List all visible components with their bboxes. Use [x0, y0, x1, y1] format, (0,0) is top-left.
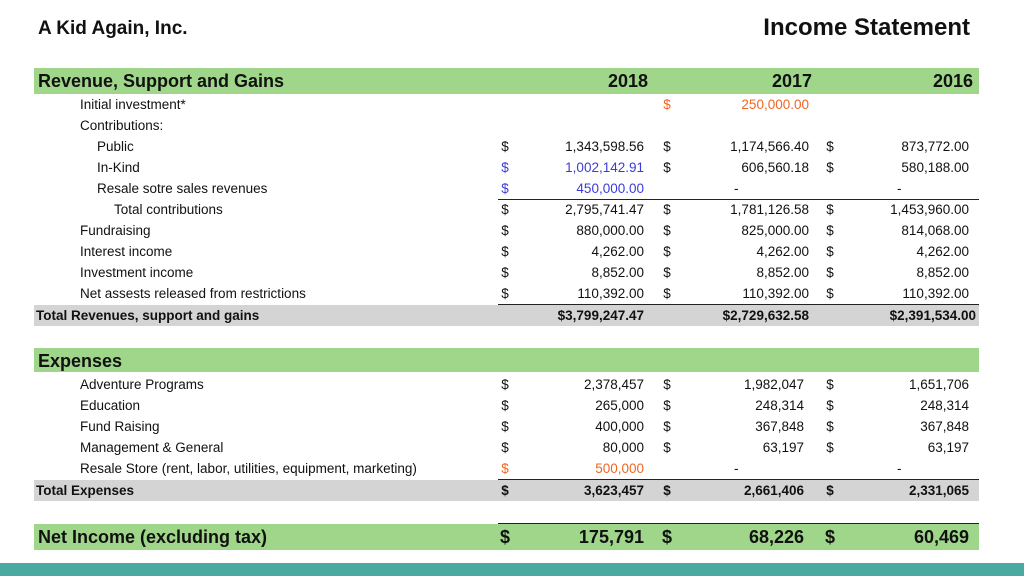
table-row: [34, 416, 979, 437]
currency-sign: $: [501, 377, 509, 392]
value-2018: 2,378,457: [583, 377, 644, 392]
currency-sign: $: [663, 139, 671, 154]
value-2016: $2,391,534.00: [889, 308, 976, 323]
value-2018: 500,000: [595, 461, 644, 476]
currency-sign: $: [501, 398, 509, 413]
value-2017: 250,000.00: [741, 97, 809, 112]
table-row: [34, 94, 979, 115]
value-2017: $2,729,632.58: [722, 308, 809, 323]
value-2016: 4,262.00: [916, 244, 969, 259]
row-label: Fund Raising: [80, 419, 160, 434]
currency-sign: $: [501, 244, 509, 259]
table-row: [34, 437, 979, 458]
value-2018: 265,000: [595, 398, 644, 413]
currency-sign: $: [501, 483, 509, 498]
table-row: [34, 283, 979, 304]
currency-sign: $: [501, 440, 509, 455]
currency-sign: $: [826, 419, 834, 434]
row-label: Investment income: [80, 265, 194, 280]
value-2018: 175,791: [578, 527, 644, 547]
value-2018: 400,000: [595, 419, 644, 434]
value-2017: 367,848: [755, 419, 804, 434]
value-2018: $3,799,247.47: [557, 308, 644, 323]
value-2016: -: [897, 461, 902, 476]
total-expenses-row: [34, 480, 979, 501]
row-label: In-Kind: [97, 160, 140, 175]
value-2016: 110,392.00: [902, 286, 969, 301]
row-label: Interest income: [80, 244, 173, 259]
page-title: Income Statement: [763, 14, 970, 41]
footer-bar: [0, 563, 1024, 576]
row-label: Contributions:: [80, 118, 164, 133]
currency-sign: $: [826, 265, 834, 280]
currency-sign: $: [826, 440, 834, 455]
value-2018: 4,262.00: [591, 244, 644, 259]
value-2016: 873,772.00: [901, 139, 969, 154]
year-2016-header: 2016: [932, 71, 973, 91]
value-2016: -: [897, 181, 902, 196]
value-2016: 1,453,960.00: [890, 202, 969, 217]
table-row: [34, 115, 979, 136]
row-label: Resale sotre sales revenues: [97, 181, 268, 196]
currency-sign: $: [501, 139, 509, 154]
currency-sign: $: [826, 202, 834, 217]
value-2017: 1,174,566.40: [730, 139, 809, 154]
currency-sign: $: [501, 265, 509, 280]
revenue-heading: Revenue, Support and Gains: [38, 71, 285, 91]
value-2018: 8,852.00: [591, 265, 644, 280]
table-row: [34, 178, 979, 199]
row-label: Resale Store (rent, labor, utilities, equipment, marketing): [80, 461, 417, 476]
currency-sign: $: [824, 527, 835, 547]
currency-sign: $: [663, 286, 671, 301]
table-row: [34, 220, 979, 241]
value-2016: 1,651,706: [908, 377, 969, 392]
row-label: Net Income (excluding tax): [38, 527, 268, 547]
currency-sign: $: [501, 419, 509, 434]
table-row: [34, 136, 979, 157]
value-2018: 1,002,142.91: [565, 160, 644, 175]
currency-sign: $: [663, 223, 671, 238]
table-row: [34, 199, 979, 220]
value-2017: 248,314: [755, 398, 804, 413]
row-label: Fundraising: [80, 223, 151, 238]
currency-sign: $: [501, 286, 509, 301]
expenses-heading: Expenses: [38, 351, 123, 371]
row-label: Public: [97, 139, 134, 154]
currency-sign: $: [501, 181, 509, 196]
value-2017: 4,262.00: [756, 244, 809, 259]
table-row: [34, 241, 979, 262]
table-row: [34, 262, 979, 283]
row-label: Adventure Programs: [80, 377, 204, 392]
row-label: Total contributions: [114, 202, 223, 217]
value-2016: 63,197: [927, 440, 969, 455]
value-2017: 2,661,406: [743, 483, 804, 498]
table-row: [34, 374, 979, 395]
value-2016: 248,314: [920, 398, 969, 413]
value-2018: 110,392.00: [577, 286, 644, 301]
currency-sign: $: [826, 244, 834, 259]
currency-sign: $: [663, 440, 671, 455]
currency-sign: $: [501, 160, 509, 175]
value-2016: 2,331,065: [908, 483, 969, 498]
currency-sign: $: [663, 377, 671, 392]
currency-sign: $: [826, 139, 834, 154]
currency-sign: $: [499, 527, 510, 547]
value-2016: 60,469: [913, 527, 969, 547]
value-2017: 63,197: [762, 440, 804, 455]
currency-sign: $: [501, 461, 509, 476]
currency-sign: $: [663, 419, 671, 434]
row-label: Total Revenues, support and gains: [36, 308, 260, 323]
currency-sign: $: [663, 160, 671, 175]
row-label: Net assests released from restrictions: [80, 286, 306, 301]
currency-sign: $: [826, 483, 834, 498]
value-2016: 580,188.00: [901, 160, 969, 175]
currency-sign: $: [661, 527, 672, 547]
value-2017: 8,852.00: [756, 265, 809, 280]
currency-sign: $: [663, 97, 671, 112]
value-2018: 450,000.00: [576, 181, 644, 196]
value-2018: 2,795,741.47: [565, 202, 644, 217]
value-2016: 814,068.00: [901, 223, 969, 238]
currency-sign: $: [826, 286, 834, 301]
row-label: Education: [80, 398, 141, 413]
value-2017: 1,781,126.58: [730, 202, 809, 217]
expenses-header-row: [34, 348, 979, 372]
table-row: [34, 458, 979, 479]
value-2017: 110,392.00: [742, 286, 809, 301]
currency-sign: $: [663, 483, 671, 498]
currency-sign: $: [826, 398, 834, 413]
value-2018: 3,623,457: [583, 483, 644, 498]
value-2017: 68,226: [748, 527, 804, 547]
value-2017: 825,000.00: [741, 223, 809, 238]
value-2018: 80,000: [602, 440, 644, 455]
value-2016: 367,848: [920, 419, 969, 434]
company-name: A Kid Again, Inc.: [38, 18, 188, 39]
row-label: Initial investment*: [80, 97, 186, 112]
net-income-row: [34, 524, 979, 550]
value-2017: -: [734, 181, 739, 196]
currency-sign: $: [826, 223, 834, 238]
currency-sign: $: [501, 223, 509, 238]
table-row: [34, 157, 979, 178]
year-2018-header: 2018: [607, 71, 648, 91]
value-2017: 1,982,047: [743, 377, 804, 392]
currency-sign: $: [663, 202, 671, 217]
year-2017-header: 2017: [771, 71, 812, 91]
currency-sign: $: [826, 377, 834, 392]
value-2018: 1,343,598.56: [565, 139, 644, 154]
value-2017: -: [734, 461, 739, 476]
currency-sign: $: [663, 244, 671, 259]
row-label: Management & General: [80, 440, 224, 455]
currency-sign: $: [826, 160, 834, 175]
total-revenue-row: [34, 305, 979, 326]
table-row: [34, 395, 979, 416]
currency-sign: $: [663, 398, 671, 413]
revenue-header-row: [34, 68, 979, 94]
value-2017: 606,560.18: [741, 160, 809, 175]
value-2016: 8,852.00: [916, 265, 969, 280]
currency-sign: $: [501, 202, 509, 217]
currency-sign: $: [663, 265, 671, 280]
value-2018: 880,000.00: [576, 223, 644, 238]
row-label: Total Expenses: [36, 483, 135, 498]
